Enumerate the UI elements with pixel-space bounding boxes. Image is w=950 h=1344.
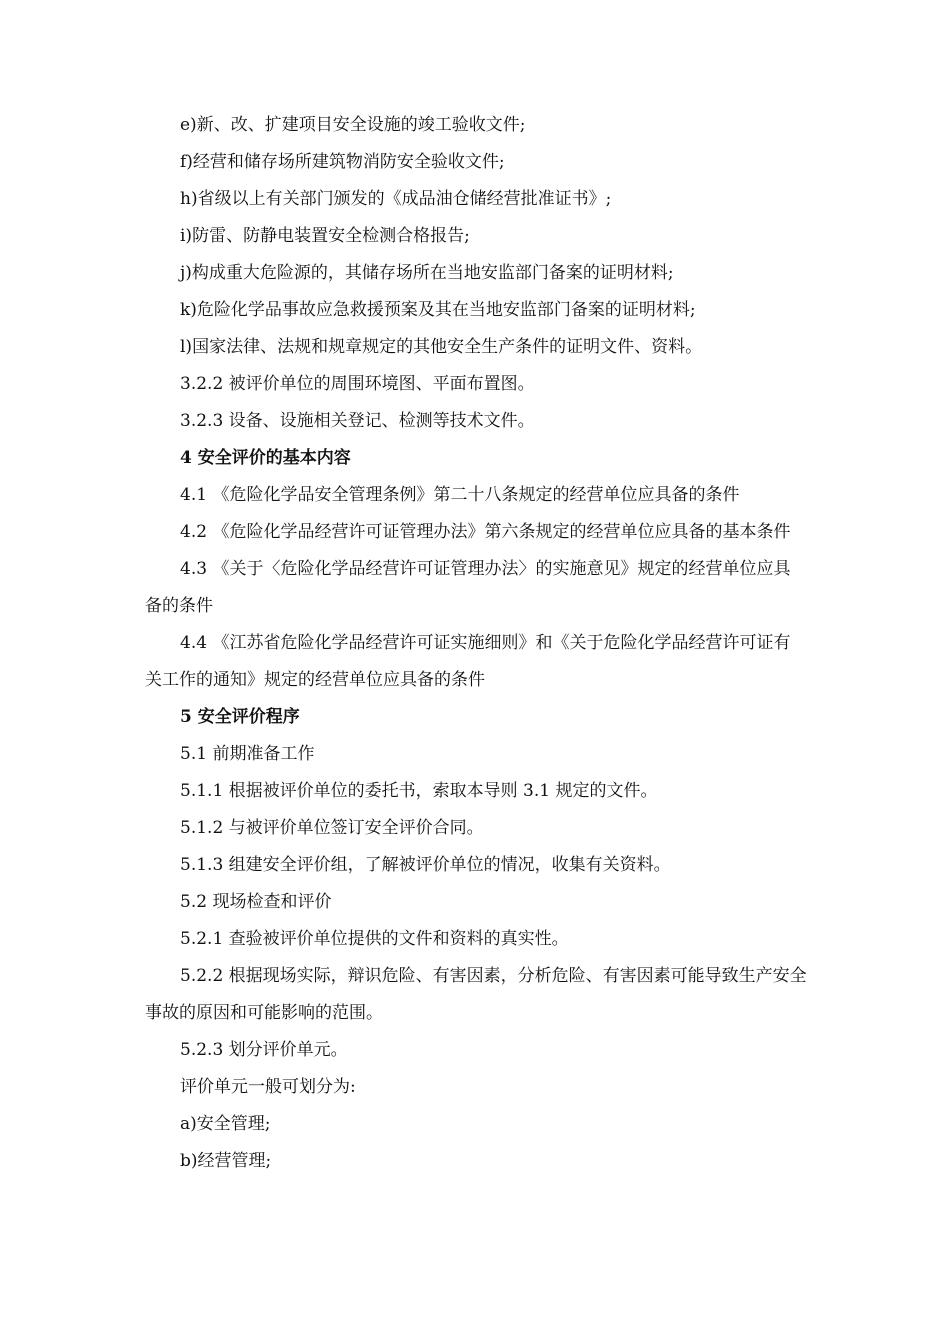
clause-3-2-2: 3.2.2 被评价单位的周围环境图、平面布置图。 bbox=[180, 374, 535, 394]
list-item-b: b)经营管理; bbox=[180, 1151, 272, 1171]
list-item-f: f)经营和储存场所建筑物消防安全验收文件; bbox=[180, 152, 505, 172]
clause-5-2-2: 5.2.2 根据现场实际，辩识危险、有害因素，分析危险、有害因素可能导致生产安全事故的原因和可能影响的范围。 bbox=[145, 966, 807, 1023]
document-body bbox=[145, 107, 807, 1180]
evaluation-units-intro: 评价单元一般可划分为: bbox=[180, 1077, 356, 1097]
section-heading-4: 4 安全评价的基本内容 bbox=[180, 448, 351, 468]
list-item-i: i)防雷、防静电装置安全检测合格报告; bbox=[180, 226, 470, 246]
clause-5-2-3: 5.2.3 划分评价单元。 bbox=[180, 1040, 348, 1060]
clause-4-4: 4.4 《江苏省危险化学品经营许可证实施细则》和《关于危险化学品经营许可证有关工作的通知》规定的经营单位应具备的条件 bbox=[145, 633, 791, 690]
list-item-e: e)新、改、扩建项目安全设施的竣工验收文件; bbox=[180, 115, 526, 135]
clause-5-1-1: 5.1.1 根据被评价单位的委托书，索取本导则 3.1 规定的文件。 bbox=[180, 781, 658, 801]
list-item-j: j)构成重大危险源的，其储存场所在当地安监部门备案的证明材料; bbox=[180, 263, 674, 283]
clause-5-2-1: 5.2.1 查验被评价单位提供的文件和资料的真实性。 bbox=[180, 929, 569, 949]
clause-5-1: 5.1 前期准备工作 bbox=[180, 744, 315, 764]
clause-3-2-3: 3.2.3 设备、设施相关登记、检测等技术文件。 bbox=[180, 411, 535, 431]
list-item-h: h)省级以上有关部门颁发的《成品油仓储经营批准证书》; bbox=[180, 189, 612, 209]
section-heading-5: 5 安全评价程序 bbox=[180, 707, 300, 727]
clause-5-1-2: 5.1.2 与被评价单位签订安全评价合同。 bbox=[180, 818, 484, 838]
clause-4-2: 4.2 《危险化学品经营许可证管理办法》第六条规定的经营单位应具备的基本条件 bbox=[180, 522, 791, 542]
list-item-k: k)危险化学品事故应急救援预案及其在当地安监部门备案的证明材料; bbox=[180, 300, 696, 320]
clause-4-3: 4.3 《关于〈危险化学品经营许可证管理办法〉的实施意见》规定的经营单位应具备的条件 bbox=[145, 559, 791, 616]
list-item-l: l)国家法律、法规和规章规定的其他安全生产条件的证明文件、资料。 bbox=[180, 337, 703, 357]
clause-5-1-3: 5.1.3 组建安全评价组，了解被评价单位的情况，收集有关资料。 bbox=[180, 855, 671, 875]
clause-5-2: 5.2 现场检查和评价 bbox=[180, 892, 332, 912]
list-item-a: a)安全管理; bbox=[180, 1114, 271, 1134]
clause-4-1: 4.1 《危险化学品安全管理条例》第二十八条规定的经营单位应具备的条件 bbox=[180, 485, 740, 505]
